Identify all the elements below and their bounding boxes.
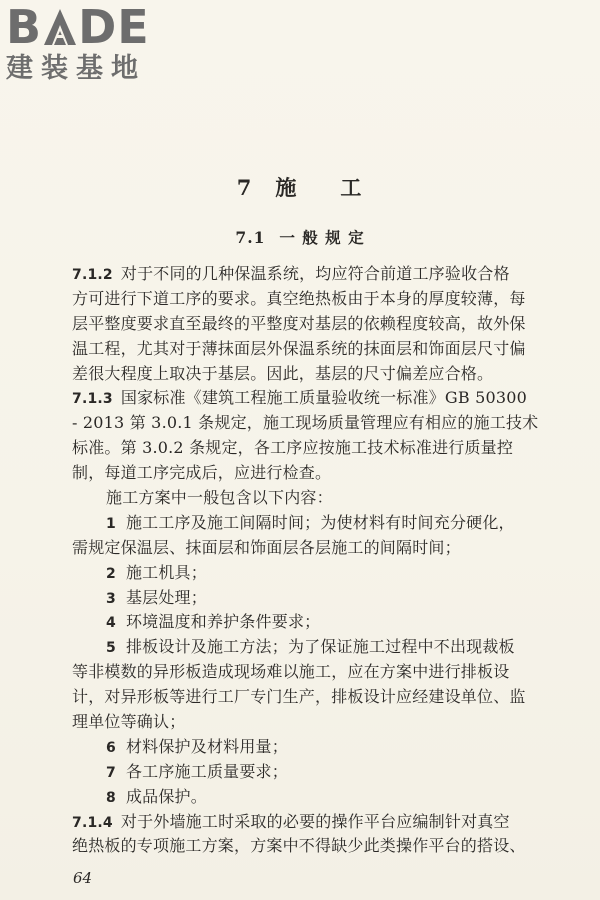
paragraph-line: [72, 810, 562, 835]
clause-number: 7.1.2: [72, 267, 113, 283]
item-text: 材料保护及材料用量；: [125, 736, 288, 756]
item-number: 7: [106, 764, 116, 781]
logo-a-mark-icon: [43, 7, 77, 47]
section-title-text: 一 般 规 定: [279, 228, 365, 247]
clause-number: 7.1.3: [72, 391, 113, 408]
logo-wordmark: [6, 0, 181, 54]
list-item-1-continuation: 需规定保温层、抹面层和饰面层各层施工的间隔时间；: [72, 537, 461, 557]
list-item-3: [72, 586, 562, 611]
item-number: 8: [106, 789, 116, 806]
logo-subtitle: 建装基地: [6, 53, 146, 84]
bade-logo: [6, 0, 181, 84]
paragraph-line: [72, 262, 562, 287]
chapter-title-char-1: 施: [275, 175, 299, 200]
chapter-title-char-2: 工: [340, 175, 364, 200]
item-text: 施工机具；: [125, 562, 207, 582]
list-item-4: [72, 610, 562, 635]
list-item-6: [72, 735, 562, 760]
list-item-5-continuation: 计，对异形板等进行工厂专门生产，排板设计应经建设单位、监: [72, 687, 526, 707]
paragraph-line: 绝热板的专项施工方案，方案中不得缺少此类操作平台的搭设、: [72, 836, 526, 856]
chapter-title: [0, 172, 600, 202]
section-title: [0, 226, 600, 248]
paragraph-line: 方可进行下道工序的要求。真空绝热板由于本身的厚度较薄，每: [72, 288, 526, 308]
list-item-5: [72, 635, 562, 660]
paragraph-line: 差很大程度上取决于基层。因此，基层的尺寸偏差应合格。: [72, 363, 494, 383]
item-text: 成品保护。: [125, 786, 207, 806]
list-intro: 施工方案中一般包含以下内容：: [106, 488, 333, 508]
page-number: 64: [73, 869, 93, 887]
list-item-2: [72, 561, 562, 586]
item-text: 各工序施工质量要求；: [125, 761, 288, 781]
item-number: 6: [106, 739, 116, 756]
paragraph-line: 层平整度要求直至最终的平整度对基层的依赖程度较高，故外保: [72, 313, 526, 333]
logo-letter-b: B: [6, 0, 43, 54]
list-item-5-continuation: 理单位等确认；: [72, 712, 186, 732]
list-item-8: [72, 785, 562, 810]
item-text: 排板设计及施工方法；为了保证施工过程中不出现裁板: [125, 637, 515, 657]
item-text: 基层处理；: [125, 587, 207, 607]
paragraph-line: 标准。第 3.0.2 条规定，各工序应按施工技术标准进行质量控: [72, 438, 514, 458]
paragraph-line: 制，每道工序完成后，应进行检查。: [72, 463, 332, 483]
item-text: 施工工序及施工间隔时间；为使材料有时间充分硬化，: [125, 512, 515, 532]
clause-number: 7.1.4: [72, 814, 113, 831]
logo-letters-de: DE: [78, 0, 150, 54]
section-number: 7.1: [235, 228, 266, 247]
paragraph-text: 对于不同的几种保温系统，均应符合前道工序验收合格: [120, 264, 510, 283]
paragraph-text: 对于外墙施工时采取的必要的操作平台应编制针对真空: [120, 811, 510, 831]
item-number: 3: [106, 590, 116, 607]
paragraph-line: 温工程，尤其对于薄抹面层外保温系统的抹面层和饰面层尺寸偏: [72, 338, 526, 358]
item-number: 1: [106, 515, 116, 532]
list-item-5-continuation: 等非模数的异形板造成现场难以施工，应在方案中进行排板设: [72, 662, 510, 682]
item-number: 4: [106, 615, 116, 632]
paragraph-text: 国家标准《建筑工程施工质量验收统一标准》GB 50300: [120, 388, 527, 408]
item-number: 5: [106, 640, 116, 657]
chapter-number: 7: [236, 175, 254, 200]
body-text: [72, 262, 562, 859]
list-item-1: [72, 511, 562, 536]
item-number: 2: [106, 565, 116, 582]
list-item-7: [72, 760, 562, 785]
item-text: 环境温度和养护条件要求；: [125, 612, 321, 632]
paragraph-line: - 2013 第 3.0.1 条规定，施工现场质量管理应有相应的施工技术: [72, 413, 539, 433]
paragraph-line: [72, 386, 562, 411]
